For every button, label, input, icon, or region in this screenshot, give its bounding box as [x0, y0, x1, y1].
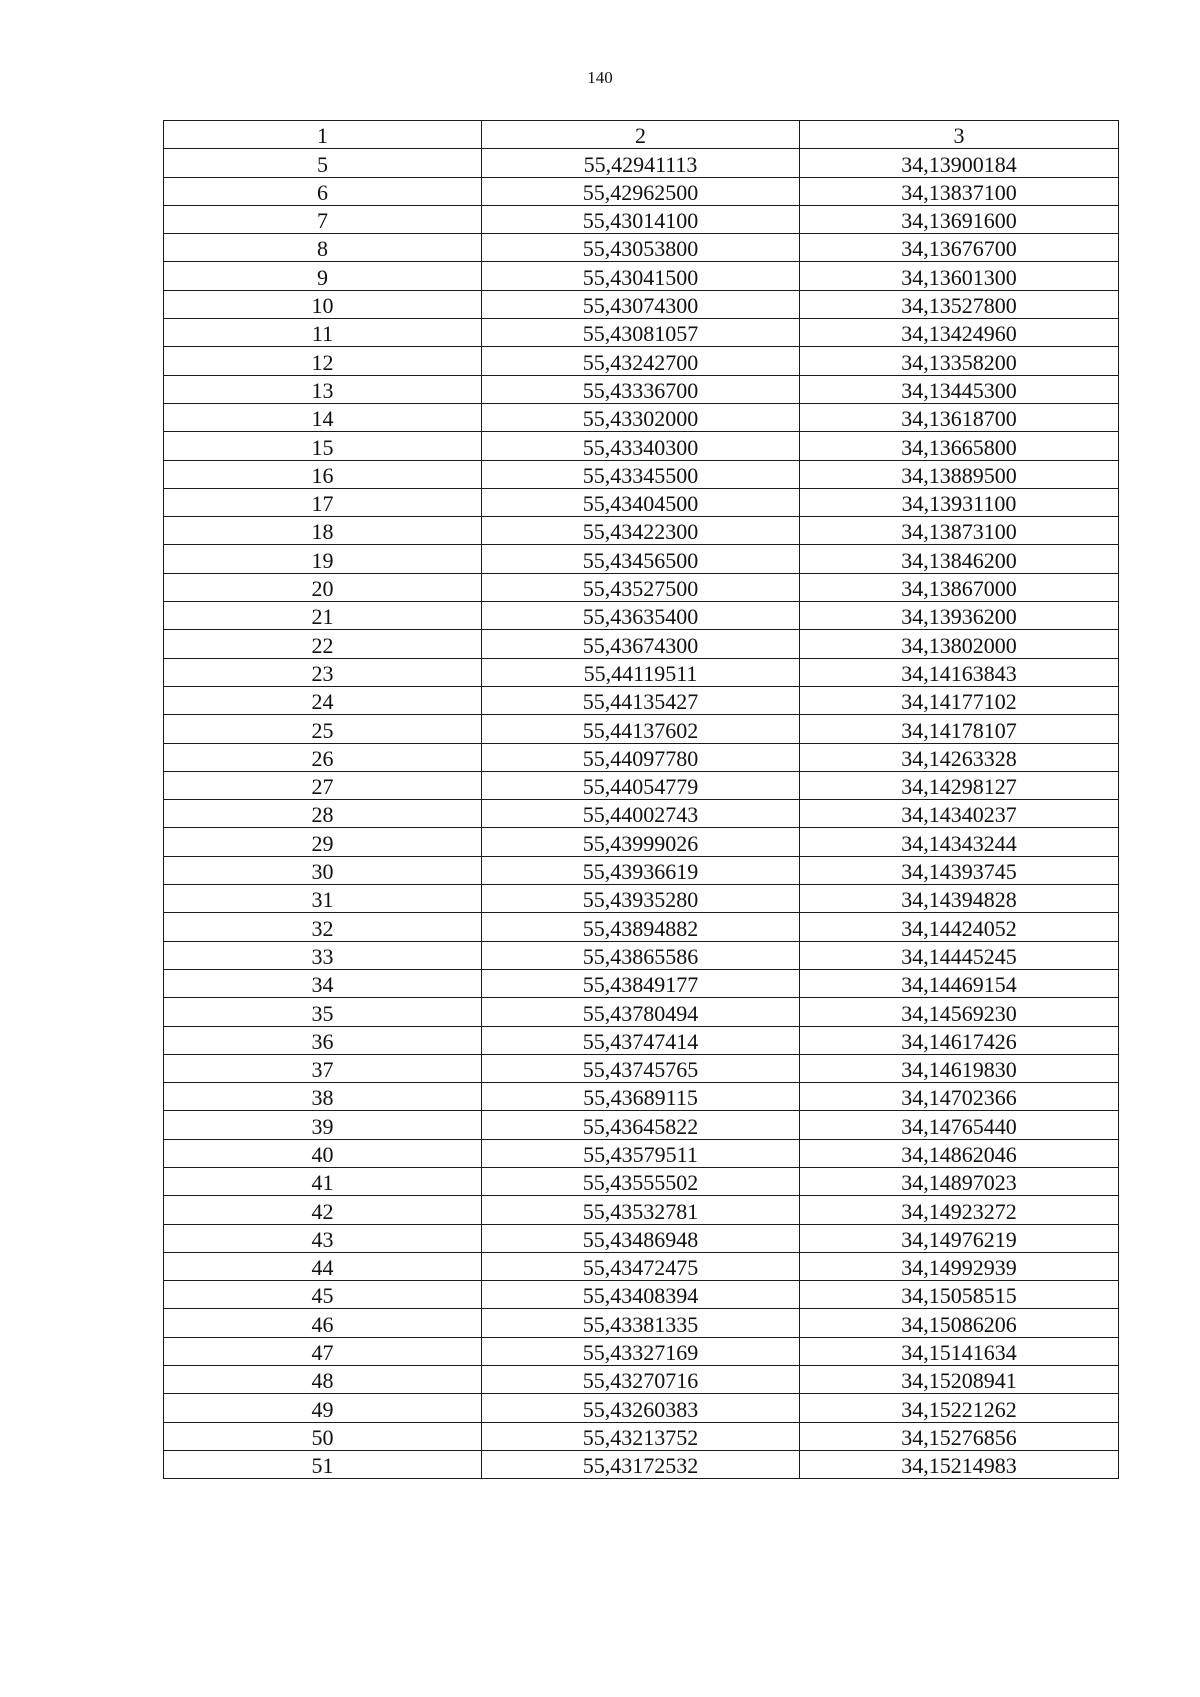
latitude-cell: 55,43014100	[482, 205, 800, 233]
table-row	[164, 517, 1119, 545]
point-number-cell: 34	[164, 969, 482, 997]
latitude-cell: 55,43689115	[482, 1083, 800, 1111]
longitude-cell: 34,14263328	[800, 743, 1119, 771]
longitude-cell: 34,14343244	[800, 828, 1119, 856]
table-row	[164, 1252, 1119, 1280]
point-number-cell: 44	[164, 1252, 482, 1280]
longitude-cell: 34,15141634	[800, 1337, 1119, 1365]
table-row	[164, 1450, 1119, 1478]
latitude-cell: 55,43213752	[482, 1422, 800, 1450]
table-row	[164, 573, 1119, 601]
table-row	[164, 1422, 1119, 1450]
point-number-cell: 40	[164, 1139, 482, 1167]
table-row	[164, 460, 1119, 488]
longitude-cell: 34,13618700	[800, 403, 1119, 431]
latitude-cell: 55,43340300	[482, 432, 800, 460]
table-body	[164, 121, 1119, 1479]
latitude-cell: 55,43381335	[482, 1309, 800, 1337]
longitude-cell: 34,15214983	[800, 1450, 1119, 1478]
longitude-cell: 34,14976219	[800, 1224, 1119, 1252]
longitude-cell: 34,14178107	[800, 715, 1119, 743]
longitude-cell: 34,13601300	[800, 262, 1119, 290]
latitude-cell: 55,44137602	[482, 715, 800, 743]
latitude-cell: 55,43270716	[482, 1366, 800, 1394]
longitude-cell: 34,14923272	[800, 1196, 1119, 1224]
longitude-cell: 34,15086206	[800, 1309, 1119, 1337]
longitude-cell: 34,15208941	[800, 1366, 1119, 1394]
table-row	[164, 545, 1119, 573]
point-number-cell: 43	[164, 1224, 482, 1252]
point-number-cell: 24	[164, 686, 482, 714]
table-row	[164, 686, 1119, 714]
table-row	[164, 1196, 1119, 1224]
coordinates-table	[163, 120, 1119, 1479]
longitude-cell: 34,13676700	[800, 234, 1119, 262]
latitude-cell: 55,43532781	[482, 1196, 800, 1224]
table-row	[164, 941, 1119, 969]
longitude-cell: 34,13846200	[800, 545, 1119, 573]
longitude-cell: 34,14394828	[800, 885, 1119, 913]
table-row	[164, 1337, 1119, 1365]
point-number-cell: 48	[164, 1366, 482, 1394]
point-number-cell: 49	[164, 1394, 482, 1422]
longitude-cell: 34,14298127	[800, 771, 1119, 799]
latitude-cell: 55,43635400	[482, 602, 800, 630]
table-row	[164, 347, 1119, 375]
latitude-cell: 55,43555502	[482, 1167, 800, 1195]
latitude-cell: 55,43935280	[482, 885, 800, 913]
longitude-cell: 34,14619830	[800, 1054, 1119, 1082]
longitude-cell: 34,13936200	[800, 602, 1119, 630]
point-number-cell: 41	[164, 1167, 482, 1195]
header-cell-3: 3	[800, 121, 1119, 149]
table-row	[164, 1167, 1119, 1195]
point-number-cell: 21	[164, 602, 482, 630]
point-number-cell: 37	[164, 1054, 482, 1082]
latitude-cell: 55,43345500	[482, 460, 800, 488]
latitude-cell: 55,43645822	[482, 1111, 800, 1139]
table-row	[164, 885, 1119, 913]
latitude-cell: 55,43302000	[482, 403, 800, 431]
point-number-cell: 5	[164, 149, 482, 177]
header-cell-1: 1	[164, 121, 482, 149]
point-number-cell: 13	[164, 375, 482, 403]
latitude-cell: 55,43999026	[482, 828, 800, 856]
table-row	[164, 913, 1119, 941]
point-number-cell: 16	[164, 460, 482, 488]
point-number-cell: 6	[164, 177, 482, 205]
table-row	[164, 969, 1119, 997]
table-row	[164, 630, 1119, 658]
longitude-cell: 34,13802000	[800, 630, 1119, 658]
point-number-cell: 47	[164, 1337, 482, 1365]
point-number-cell: 7	[164, 205, 482, 233]
table-row	[164, 658, 1119, 686]
point-number-cell: 36	[164, 1026, 482, 1054]
latitude-cell: 55,42962500	[482, 177, 800, 205]
table-row	[164, 1394, 1119, 1422]
point-number-cell: 33	[164, 941, 482, 969]
latitude-cell: 55,43865586	[482, 941, 800, 969]
table-row	[164, 1026, 1119, 1054]
latitude-cell: 55,43486948	[482, 1224, 800, 1252]
longitude-cell: 34,13665800	[800, 432, 1119, 460]
longitude-cell: 34,14445245	[800, 941, 1119, 969]
longitude-cell: 34,15058515	[800, 1281, 1119, 1309]
point-number-cell: 9	[164, 262, 482, 290]
longitude-cell: 34,13424960	[800, 319, 1119, 347]
latitude-cell: 55,42941113	[482, 149, 800, 177]
point-number-cell: 31	[164, 885, 482, 913]
longitude-cell: 34,14897023	[800, 1167, 1119, 1195]
latitude-cell: 55,43780494	[482, 998, 800, 1026]
table-row	[164, 800, 1119, 828]
point-number-cell: 32	[164, 913, 482, 941]
latitude-cell: 55,43336700	[482, 375, 800, 403]
table-row	[164, 743, 1119, 771]
point-number-cell: 20	[164, 573, 482, 601]
point-number-cell: 46	[164, 1309, 482, 1337]
latitude-cell: 55,43408394	[482, 1281, 800, 1309]
table-row	[164, 771, 1119, 799]
longitude-cell: 34,13900184	[800, 149, 1119, 177]
longitude-cell: 34,14992939	[800, 1252, 1119, 1280]
latitude-cell: 55,43242700	[482, 347, 800, 375]
table-row	[164, 290, 1119, 318]
longitude-cell: 34,14393745	[800, 856, 1119, 884]
point-number-cell: 38	[164, 1083, 482, 1111]
table-row	[164, 1309, 1119, 1337]
latitude-cell: 55,43674300	[482, 630, 800, 658]
latitude-cell: 55,44097780	[482, 743, 800, 771]
table-row	[164, 403, 1119, 431]
table-row	[164, 828, 1119, 856]
point-number-cell: 19	[164, 545, 482, 573]
longitude-cell: 34,13889500	[800, 460, 1119, 488]
latitude-cell: 55,44054779	[482, 771, 800, 799]
point-number-cell: 50	[164, 1422, 482, 1450]
longitude-cell: 34,13867000	[800, 573, 1119, 601]
table-row	[164, 319, 1119, 347]
point-number-cell: 17	[164, 488, 482, 516]
latitude-cell: 55,43081057	[482, 319, 800, 347]
table-row	[164, 1083, 1119, 1111]
latitude-cell: 55,43747414	[482, 1026, 800, 1054]
longitude-cell: 34,14424052	[800, 913, 1119, 941]
longitude-cell: 34,15221262	[800, 1394, 1119, 1422]
longitude-cell: 34,14177102	[800, 686, 1119, 714]
point-number-cell: 30	[164, 856, 482, 884]
longitude-cell: 34,14469154	[800, 969, 1119, 997]
latitude-cell: 55,43404500	[482, 488, 800, 516]
latitude-cell: 55,43579511	[482, 1139, 800, 1167]
table-row	[164, 998, 1119, 1026]
point-number-cell: 25	[164, 715, 482, 743]
table-row	[164, 205, 1119, 233]
point-number-cell: 15	[164, 432, 482, 460]
latitude-cell: 55,43327169	[482, 1337, 800, 1365]
latitude-cell: 55,43849177	[482, 969, 800, 997]
latitude-cell: 55,43527500	[482, 573, 800, 601]
longitude-cell: 34,13445300	[800, 375, 1119, 403]
longitude-cell: 34,13527800	[800, 290, 1119, 318]
latitude-cell: 55,43894882	[482, 913, 800, 941]
table-row	[164, 262, 1119, 290]
point-number-cell: 23	[164, 658, 482, 686]
longitude-cell: 34,14617426	[800, 1026, 1119, 1054]
table-row	[164, 177, 1119, 205]
latitude-cell: 55,43074300	[482, 290, 800, 318]
point-number-cell: 22	[164, 630, 482, 658]
point-number-cell: 35	[164, 998, 482, 1026]
latitude-cell: 55,43936619	[482, 856, 800, 884]
latitude-cell: 55,43422300	[482, 517, 800, 545]
latitude-cell: 55,43172532	[482, 1450, 800, 1478]
point-number-cell: 14	[164, 403, 482, 431]
latitude-cell: 55,43456500	[482, 545, 800, 573]
table-row	[164, 856, 1119, 884]
table-row	[164, 1139, 1119, 1167]
longitude-cell: 34,14765440	[800, 1111, 1119, 1139]
table-row	[164, 1111, 1119, 1139]
point-number-cell: 11	[164, 319, 482, 347]
table-row	[164, 149, 1119, 177]
point-number-cell: 51	[164, 1450, 482, 1478]
table-row	[164, 1054, 1119, 1082]
table-header-row	[164, 121, 1119, 149]
latitude-cell: 55,44119511	[482, 658, 800, 686]
table-row	[164, 715, 1119, 743]
point-number-cell: 39	[164, 1111, 482, 1139]
latitude-cell: 55,44135427	[482, 686, 800, 714]
longitude-cell: 34,13358200	[800, 347, 1119, 375]
table-row	[164, 1366, 1119, 1394]
latitude-cell: 55,44002743	[482, 800, 800, 828]
point-number-cell: 26	[164, 743, 482, 771]
table-row	[164, 432, 1119, 460]
point-number-cell: 10	[164, 290, 482, 318]
latitude-cell: 55,43053800	[482, 234, 800, 262]
header-cell-2: 2	[482, 121, 800, 149]
latitude-cell: 55,43260383	[482, 1394, 800, 1422]
point-number-cell: 28	[164, 800, 482, 828]
table-row	[164, 375, 1119, 403]
longitude-cell: 34,13691600	[800, 205, 1119, 233]
longitude-cell: 34,14340237	[800, 800, 1119, 828]
longitude-cell: 34,14702366	[800, 1083, 1119, 1111]
longitude-cell: 34,14862046	[800, 1139, 1119, 1167]
point-number-cell: 29	[164, 828, 482, 856]
page-number: 140	[587, 68, 613, 87]
longitude-cell: 34,13837100	[800, 177, 1119, 205]
table-row	[164, 602, 1119, 630]
latitude-cell: 55,43041500	[482, 262, 800, 290]
longitude-cell: 34,13873100	[800, 517, 1119, 545]
longitude-cell: 34,15276856	[800, 1422, 1119, 1450]
point-number-cell: 45	[164, 1281, 482, 1309]
longitude-cell: 34,14163843	[800, 658, 1119, 686]
table-row	[164, 1281, 1119, 1309]
point-number-cell: 27	[164, 771, 482, 799]
table-row	[164, 488, 1119, 516]
table-row	[164, 1224, 1119, 1252]
point-number-cell: 8	[164, 234, 482, 262]
latitude-cell: 55,43745765	[482, 1054, 800, 1082]
point-number-cell: 12	[164, 347, 482, 375]
point-number-cell: 42	[164, 1196, 482, 1224]
longitude-cell: 34,13931100	[800, 488, 1119, 516]
point-number-cell: 18	[164, 517, 482, 545]
latitude-cell: 55,43472475	[482, 1252, 800, 1280]
table-row	[164, 234, 1119, 262]
longitude-cell: 34,14569230	[800, 998, 1119, 1026]
